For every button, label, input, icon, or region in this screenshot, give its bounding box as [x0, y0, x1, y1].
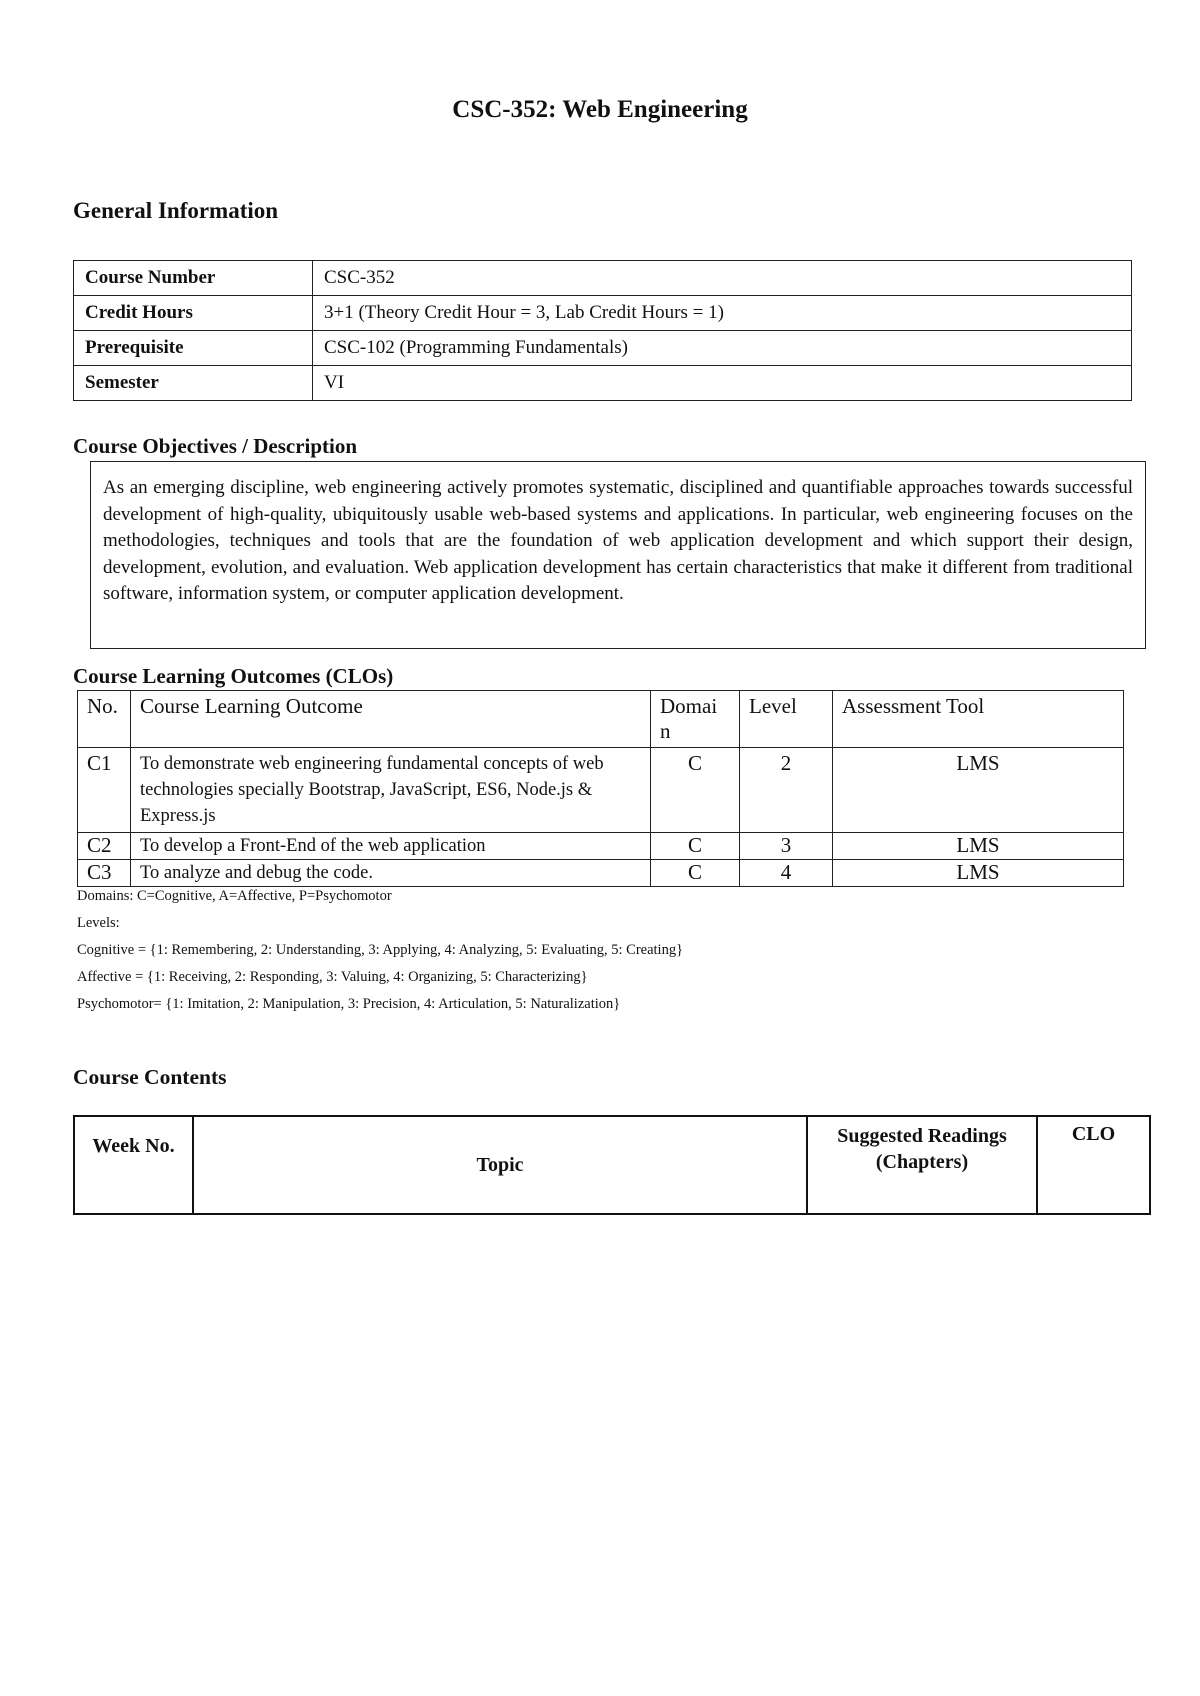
- affective-note: Affective = {1: Receiving, 2: Responding, 3: Valuing, 4: Organizing, 5: Characterizing}: [77, 969, 588, 985]
- contents-header-row: [74, 1116, 1150, 1214]
- clo-tool: LMS: [833, 860, 1124, 887]
- course-objectives-heading: Course Objectives / Description: [73, 434, 358, 458]
- levels-note: Levels:: [77, 915, 120, 931]
- cognitive-note: Cognitive = {1: Remembering, 2: Understanding, 3: Applying, 4: Analyzing, 5: Evaluating, 5: Creating}: [77, 942, 684, 958]
- clos-heading: Course Learning Outcomes (CLOs): [73, 664, 394, 688]
- contents-header-clo: CLO: [1037, 1116, 1150, 1214]
- credit-hours-label: Credit Hours: [74, 296, 313, 331]
- clo-domain: C: [651, 748, 740, 833]
- psychomotor-note: Psychomotor= {1: Imitation, 2: Manipulation, 3: Precision, 4: Articulation, 5: Naturalization}: [77, 996, 621, 1012]
- table-row: [78, 860, 1124, 887]
- clo-level: 2: [740, 748, 833, 833]
- course-contents-table: [73, 1115, 1151, 1215]
- clo-outcome: To analyze and debug the code.: [131, 860, 651, 887]
- clo-domain: C: [651, 833, 740, 860]
- course-contents-heading: Course Contents: [73, 1065, 227, 1089]
- clo-domain: C: [651, 860, 740, 887]
- clo-table: [77, 690, 1124, 887]
- prerequisite-label: Prerequisite: [74, 331, 313, 366]
- clo-no: C3: [78, 860, 131, 887]
- contents-header-topic: Topic: [193, 1116, 807, 1214]
- course-description-text: As an emerging discipline, web engineering actively promotes systematic, disciplined and quantifiable approaches towards successful development of high-quality, ubiquitously usable web-based systems and applications. In particular, web engineering focuses on the methodologies, techniques and tools that are the foundation of web application development and which support their design, development, evolution, and evaluation. Web application development has certain characteristics that make it different from traditional software, information system, or computer application development.: [103, 477, 1133, 604]
- table-row: [74, 331, 1132, 366]
- course-number-label: Course Number: [74, 261, 313, 296]
- semester-value: VI: [313, 366, 1132, 401]
- table-row: [74, 296, 1132, 331]
- clo-level: 3: [740, 833, 833, 860]
- prerequisite-value: CSC-102 (Programming Fundamentals): [313, 331, 1132, 366]
- contents-header-readings: Suggested Readings (Chapters): [807, 1116, 1037, 1214]
- clo-outcome: To demonstrate web engineering fundamental concepts of web technologies specially Bootstrap, JavaScript, ES6, Node.js & Express.js: [131, 748, 651, 833]
- table-row: [74, 366, 1132, 401]
- semester-label: Semester: [74, 366, 313, 401]
- clo-header-row: [78, 691, 1124, 748]
- clo-header-no: No.: [78, 691, 131, 748]
- course-number-value: CSC-352: [313, 261, 1132, 296]
- page-title: CSC-352: Web Engineering: [452, 96, 748, 123]
- clo-no: C1: [78, 748, 131, 833]
- clo-level: 4: [740, 860, 833, 887]
- clo-no: C2: [78, 833, 131, 860]
- general-information-heading: General Information: [73, 198, 279, 223]
- general-information-table: [73, 260, 1132, 401]
- clo-header-domain: Domai n: [651, 691, 740, 748]
- table-row: [74, 261, 1132, 296]
- clo-header-tool: Assessment Tool: [833, 691, 1124, 748]
- clo-tool: LMS: [833, 833, 1124, 860]
- contents-header-week: Week No.: [74, 1116, 193, 1214]
- table-row: [78, 833, 1124, 860]
- course-description-box: [90, 461, 1146, 649]
- clo-header-level: Level: [740, 691, 833, 748]
- table-row: [78, 748, 1124, 833]
- clo-outcome: To develop a Front-End of the web application: [131, 833, 651, 860]
- clo-tool: LMS: [833, 748, 1124, 833]
- credit-hours-value: 3+1 (Theory Credit Hour = 3, Lab Credit Hours = 1): [313, 296, 1132, 331]
- clo-header-outcome: Course Learning Outcome: [131, 691, 651, 748]
- domains-note: Domains: C=Cognitive, A=Affective, P=Psychomotor: [77, 888, 392, 904]
